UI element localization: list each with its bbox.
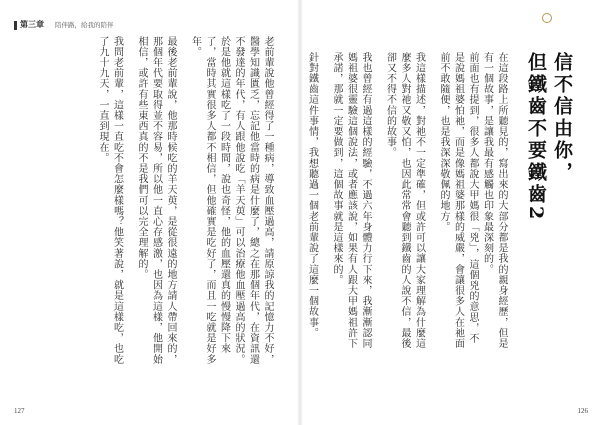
right-body-text [306, 52, 508, 352]
left-body-text [12, 36, 274, 366]
chapter-label: 第三章 [20, 20, 44, 29]
paragraph: 於是他就這樣吃了一段時間，說也奇怪，他的血壓還真的慢慢降下來了，當時其實很多人都不相信，但他確實是吃好了，而且一吃就是好多年。 [189, 36, 230, 365]
paragraph: 我問老前輩，這樣一直吃不會怎麼樣嗎？他笑著說，就是這樣吃，也吃了九十九天，一直到現在。 [97, 36, 123, 365]
chapter-title-line2: 但鐵齒不要鐵齒2 [525, 52, 547, 223]
right-page [302, 0, 600, 425]
paragraph: 我這樣描述，對祂不一定準確，但或許可以讓大家理解為什麼這麼多人對祂又敬又怕，也因此常常會聽到鐵齒的人說不信，最後卻又不得不信的故事。 [384, 52, 425, 349]
paragraph: 最後老前輩說，他那時候吃的羊天萸，是從很遠的地方請人帶回來的，那個年代要取得並不容易，所以他一直心存感激，也因為這樣，他開始相信，或許有些東西真的不是我們可以完全理解的。 [136, 36, 176, 365]
page-number-left: 127 [14, 407, 25, 415]
publisher-logo-icon [542, 13, 552, 23]
paragraph: 我也曾經有過這樣的經驗，不過六年身體力行下來，我漸漸認同媽祖婆很靈驗這個說法，或者應該說，如果有人跟大甲媽祖許下承諾，那就一定要做到，這個故事就是這樣來的。 [331, 52, 371, 349]
chapter-subtitle: 陪伴路，給我的陪伴 [55, 21, 114, 29]
page-number-right: 126 [577, 407, 588, 415]
paragraph: 針對鐵齒這件事情，我想聽過一個老前輩說了這麼一個故事。 [306, 52, 318, 339]
chapter-marker [14, 21, 17, 30]
paragraph: 前面也有提到，很多人都說大甲媽很「兇」，這個兇的意思，不是說媽祖婆怕祂，而是像媽祖婆那樣的威嚴，會讓很多人在祂面前不敢隨便，也是我深深敬佩的地方。 [438, 52, 478, 349]
paragraph: 老前輩說他曾經得了一種病，導致血壓過高，請原諒我的記憶力不好，醫學知識匱乏，忘記他當時的病是什麼了，總之在那個年代，在資訊還不發達的年代，有人跟他說吃「羊天萸」可以治療他血壓過高的狀況。 [233, 36, 273, 365]
paragraph: 在這段路上所聽見的，寫出來的大部分都是我的親身經歷，但是有一個故事，是讓我最有感觸也印象最深刻的。 [481, 52, 507, 349]
left-page [0, 0, 298, 425]
chapter-title-line1: 信不信由你， [551, 52, 573, 184]
